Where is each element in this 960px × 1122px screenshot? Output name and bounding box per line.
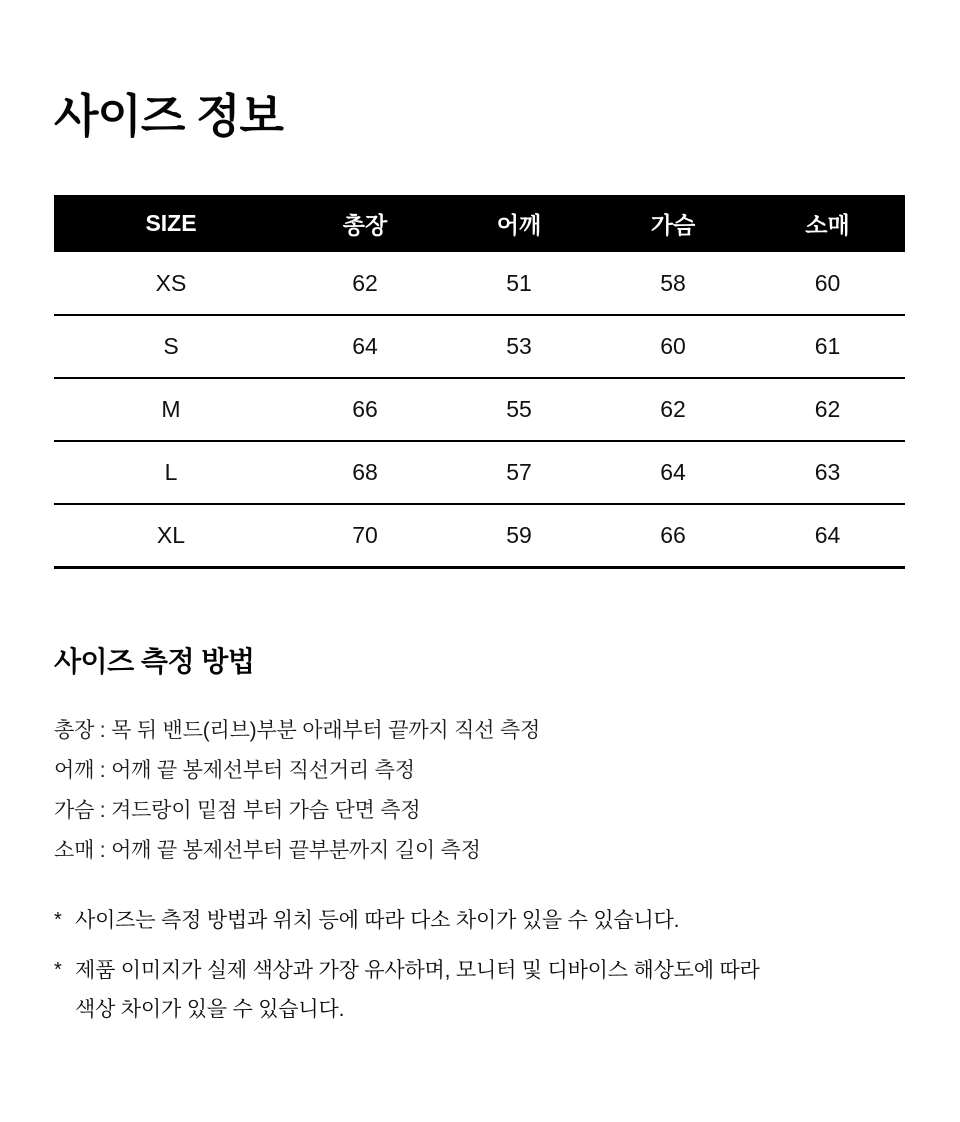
- column-header-length: 총장: [288, 195, 442, 252]
- measurement-cell: 59: [442, 504, 596, 567]
- column-header-chest: 가슴: [596, 195, 750, 252]
- asterisk-marker: *: [54, 958, 62, 981]
- measurement-guide-line-chest: 가슴 : 겨드랑이 밑점 부터 가슴 단면 측정: [54, 798, 421, 822]
- measurement-cell: 51: [442, 252, 596, 315]
- measurement-cell: 62: [750, 378, 905, 441]
- column-header-size: SIZE: [54, 195, 288, 252]
- measurement-cell: 61: [750, 315, 905, 378]
- table-row-xs: [54, 252, 905, 315]
- measurement-cell: 66: [596, 504, 750, 567]
- note-text: 사이즈는 측정 방법과 위치 등에 따라 다소 차이가 있을 수 있습니다.: [75, 908, 680, 932]
- measurement-cell: 57: [442, 441, 596, 504]
- note-item-size-difference: [54, 901, 909, 940]
- measurement-cell: 66: [288, 378, 442, 441]
- note-item-color-difference: [54, 951, 909, 1029]
- measurement-cell: 64: [288, 315, 442, 378]
- measurement-cell: 53: [442, 315, 596, 378]
- measurement-cell: 70: [288, 504, 442, 567]
- column-header-shoulder: 어깨: [442, 195, 596, 252]
- measurement-cell: 62: [596, 378, 750, 441]
- asterisk-marker: *: [54, 908, 62, 931]
- measurement-guide-line-shoulder: 어깨 : 어깨 끝 봉제선부터 직선거리 측정: [54, 758, 415, 782]
- table-row-s: [54, 315, 905, 378]
- size-label-cell: L: [54, 441, 288, 504]
- note-text: 제품 이미지가 실제 색상과 가장 유사하며, 모니터 및 디바이스 해상도에 따라 색상 차이가 있을 수 있습니다.: [75, 958, 760, 1021]
- table-row-l: [54, 441, 905, 504]
- notes-section: [54, 901, 909, 1029]
- size-label-cell: S: [54, 315, 288, 378]
- size-label-cell: XL: [54, 504, 288, 567]
- size-table-header-row: [54, 195, 905, 252]
- measurement-guide-line-sleeve: 소매 : 어깨 끝 봉제선부터 끝부분까지 길이 측정: [54, 838, 481, 862]
- column-header-sleeve: 소매: [750, 195, 905, 252]
- table-row-m: [54, 378, 905, 441]
- measurement-cell: 63: [750, 441, 905, 504]
- measurement-guide-line-length: 총장 : 목 뒤 밴드(리브)부분 아래부터 끝까지 직선 측정: [54, 718, 541, 742]
- size-label-cell: M: [54, 378, 288, 441]
- measurement-cell: 64: [750, 504, 905, 567]
- measurement-guide: [54, 711, 909, 871]
- measurement-cell: 64: [596, 441, 750, 504]
- measurement-cell: 55: [442, 378, 596, 441]
- table-row-xl: [54, 504, 905, 567]
- page-title: 사이즈 정보: [54, 90, 283, 142]
- measurement-method-title: 사이즈 측정 방법: [54, 645, 255, 677]
- size-table: [54, 195, 905, 569]
- measurement-cell: 58: [596, 252, 750, 315]
- measurement-cell: 68: [288, 441, 442, 504]
- measurement-cell: 62: [288, 252, 442, 315]
- measurement-cell: 60: [750, 252, 905, 315]
- measurement-cell: 60: [596, 315, 750, 378]
- size-label-cell: XS: [54, 252, 288, 315]
